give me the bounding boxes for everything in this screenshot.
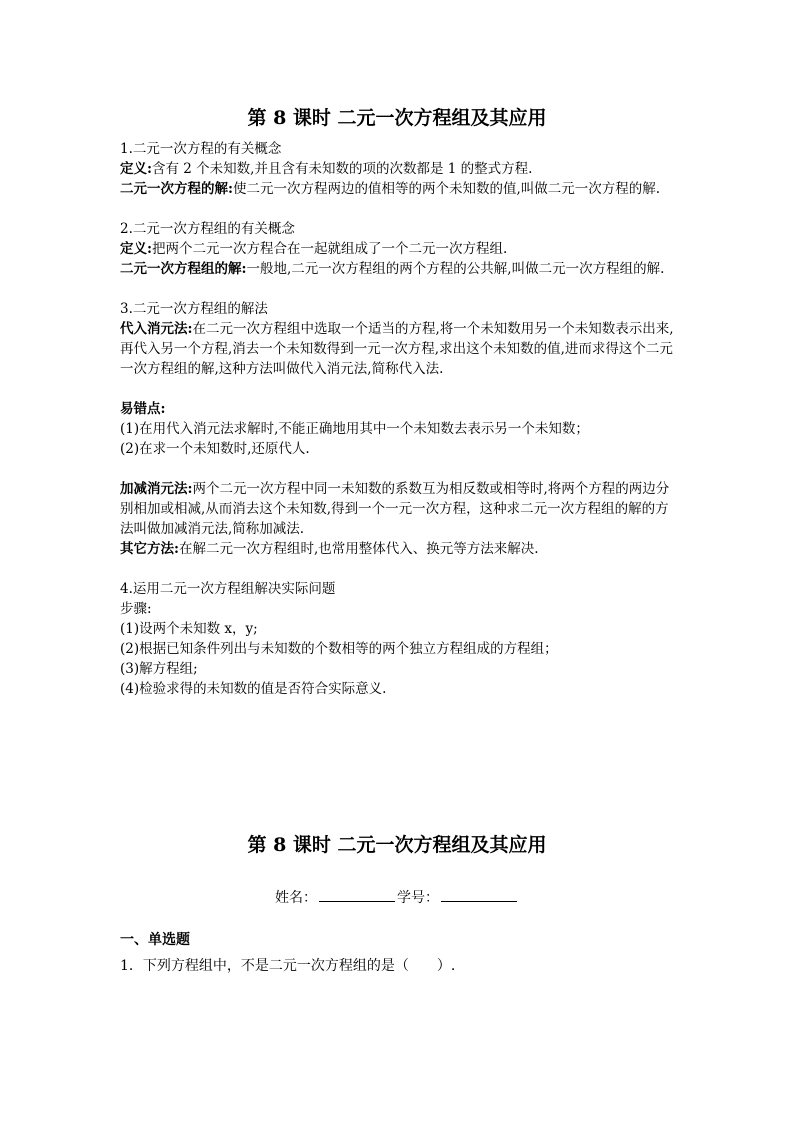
- step-item: (3)解方程组;: [120, 661, 198, 677]
- method-text: 在解二元一次方程组时,也常用整体代入、换元等方法来解决.: [178, 541, 539, 557]
- name-label: 姓名：: [275, 890, 317, 906]
- method-label: 加减消元法:: [120, 481, 193, 497]
- method-text: 两个二元一次方程中同一未知数的系数互为相反数或相等时,将两个方程的两边分别相加或相减,从而消去这个未知数,得到一个一元一次方程，这种求二元一次方程组的解的方法叫做加减消元法,简称加减法.: [120, 481, 670, 537]
- section-heading: 4.运用二元一次方程组解决实际问题: [120, 581, 336, 597]
- method-label: 其它方法:: [120, 541, 179, 557]
- section-heading: 3.二元一次方程组的解法: [120, 301, 268, 317]
- definition-text: 把两个二元一次方程合在一起就组成了一个二元一次方程组.: [151, 241, 508, 257]
- name-blank[interactable]: [319, 887, 395, 902]
- id-label: 学号：: [397, 890, 439, 906]
- section-heading-single-choice: 一、单选题: [120, 932, 190, 948]
- solution-label: 二元一次方程组的解:: [120, 261, 247, 277]
- section-heading: 1.二元一次方程的有关概念: [120, 141, 282, 157]
- pitfall-item: (2)在求一个未知数时,还原代人.: [120, 441, 310, 457]
- summary-body: [120, 139, 680, 699]
- solution-text: 使二元一次方程两边的值相等的两个未知数的值,叫做二元一次方程的解.: [232, 181, 661, 197]
- section-heading: 2.二元一次方程组的有关概念: [120, 221, 295, 237]
- steps-label: 步骤:: [120, 601, 152, 617]
- definition-label: 定义:: [120, 161, 152, 177]
- definition-paragraph: [120, 159, 680, 179]
- definition-text: 含有 2 个未知数,并且含有未知数的项的次数都是 1 的整式方程.: [151, 161, 533, 177]
- method-paragraph: [120, 319, 680, 379]
- step-item: (2)根据已知条件列出与未知数的个数相等的两个独立方程组成的方程组；: [120, 641, 558, 657]
- solution-label: 二元一次方程的解:: [120, 181, 233, 197]
- method-paragraph: [120, 479, 680, 539]
- solution-text: 一般地,二元一次方程组的两个方程的公共解,叫做二元一次方程组的解.: [246, 261, 665, 277]
- definition-label: 定义:: [120, 241, 152, 257]
- id-blank[interactable]: [441, 887, 517, 902]
- solution-paragraph: [120, 259, 680, 279]
- solution-paragraph: [120, 179, 680, 199]
- page-title: 第 8 课时 二元一次方程组及其应用: [247, 107, 547, 129]
- pitfalls-heading: 易错点:: [120, 401, 166, 417]
- pitfall-item: (1)在用代入消元法求解时,不能正确地用其中一个未知数去表示另一个未知数；: [120, 421, 589, 437]
- step-item: (4)检验求得的未知数的值是否符合实际意义.: [120, 681, 387, 697]
- question-1: 1．下列方程组中，不是二元一次方程组的是（ ）.: [120, 958, 456, 974]
- step-item: (1)设两个未知数 x，y;: [120, 621, 258, 637]
- student-info-row: [0, 887, 794, 908]
- method-label: 代入消元法:: [120, 321, 193, 337]
- worksheet-title: 第 8 课时 二元一次方程组及其应用: [247, 834, 547, 856]
- method-paragraph: [120, 539, 680, 559]
- definition-paragraph: [120, 239, 680, 259]
- method-text: 在二元一次方程组中选取一个适当的方程,将一个未知数用另一个未知数表示出来,再代入另一个方程,消去一个未知数得到一元一次方程,求出这个未知数的值,进而求得这个二元一次方程组的解,这种方法叫做代入消元法,简称代入法.: [120, 321, 674, 377]
